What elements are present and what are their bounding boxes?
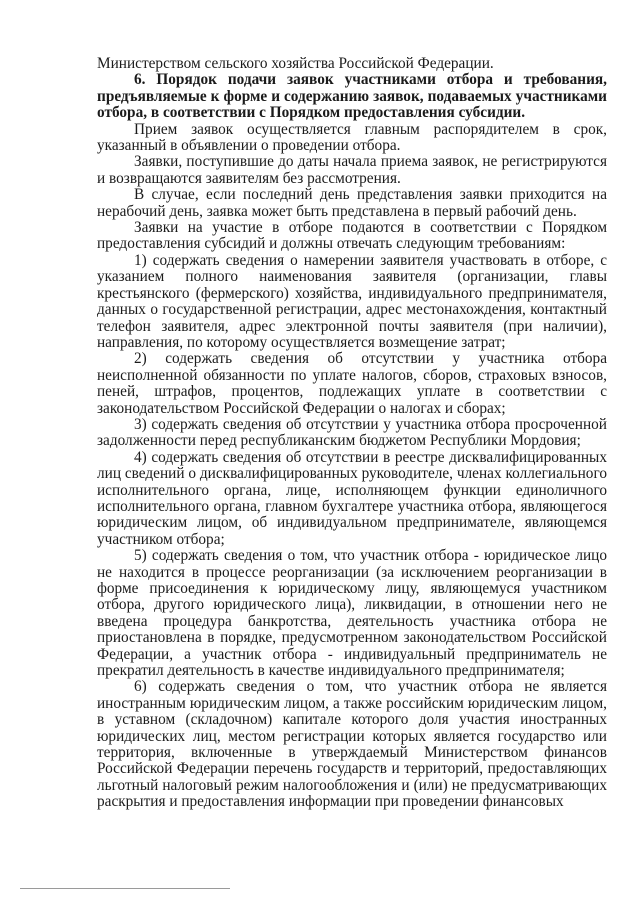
section-heading: 6. Порядок подачи заявок участниками отбора и требования, предъявляемые к форме и содержанию заявок, подаваемых участниками отбора, в соответствии с Порядком предоставления субсидии. xyxy=(97,71,607,122)
paragraph: В случае, если последний день представления заявки приходится на нерабочий день, заявка может быть представлена в первый рабочий день. xyxy=(97,186,607,220)
paragraph: Заявки, поступившие до даты начала приема заявок, не регистрируются и возвращаются заявителям без рассмотрения. xyxy=(97,153,607,187)
list-item: 3) содержать сведения об отсутствии у участника отбора просроченной задолженности перед республиканским бюджетом Республики Мордовия; xyxy=(97,415,607,450)
document-page xyxy=(97,56,607,811)
list-item: 2) содержать сведения об отсутствии у участника отбора неисполненной обязанности по уплате налогов, сборов, страховых взносов, пеней, штрафов, процентов, подлежащих уплате в соответствии с законодательством Российской Федерации о налогах и сборах; xyxy=(97,350,607,417)
list-item: 1) содержать сведения о намерении заявителя участвовать в отборе, с указанием полного наименования заявителя (организации, главы крестьянского (фермерского) хозяйства, индивидуального предпринимателя, данных о государственной регистрации, адрес местонахождения, контактный телефон заявителя, адрес электронной почты заявителя (при наличии), направления, по которому осуществляется возмещение затрат; xyxy=(97,251,607,351)
paragraph-continuation: Министерством сельского хозяйства Российской Федерации. xyxy=(97,55,494,72)
list-item: 5) содержать сведения о том, что участник отбора - юридическое лицо не находится в процессе реорганизации (за исключением реорганизации в форме присоединения к юридическому лицу, являющемуся участником отбора, другого юридического лица), ликвидации, в отношении него не введена процедура банкротства, деятельность участника отбора не приостановлена в порядке, предусмотренном законодательством Российской Федерации, а участник отбора - индивидуальный предприниматель не прекратил деятельность в качестве индивидуального предпринимателя; xyxy=(97,547,607,680)
paragraph: Прием заявок осуществляется главным распорядителем в срок, указанный в объявлении о проведении отбора. xyxy=(97,120,607,155)
list-item: 4) содержать сведения об отсутствии в реестре дисквалифицированных лиц сведений о дисквалифицированных руководителе, членах коллегиального исполнительного органа, лице, исполняющем функции единоличного исполнительного органа, главном бухгалтере участника отбора, являющегося юридическим лицом, об индивидуальном предпринимателе, являющемся участником отбора; xyxy=(97,448,607,548)
list-item: 6) содержать сведения о том, что участник отбора не является иностранным юридическим лицом, а также российским юридическим лицом, в уставном (складочном) капитале которого доля участия иностранных юридических лиц, местом регистрации которых является государство или территория, включенные в утверждаемый Министерством финансов Российской Федерации перечень государств и территорий, предоставляющих льготный налоговый режим налогообложения и (или) не предусматривающих раскрытия и предоставления информации при проведении финансовых xyxy=(97,678,607,811)
scan-edge-line xyxy=(20,888,230,889)
paragraph: Заявки на участие в отборе подаются в соответствии с Порядком предоставления субсидий и должны отвечать следующим требованиям: xyxy=(97,219,607,253)
